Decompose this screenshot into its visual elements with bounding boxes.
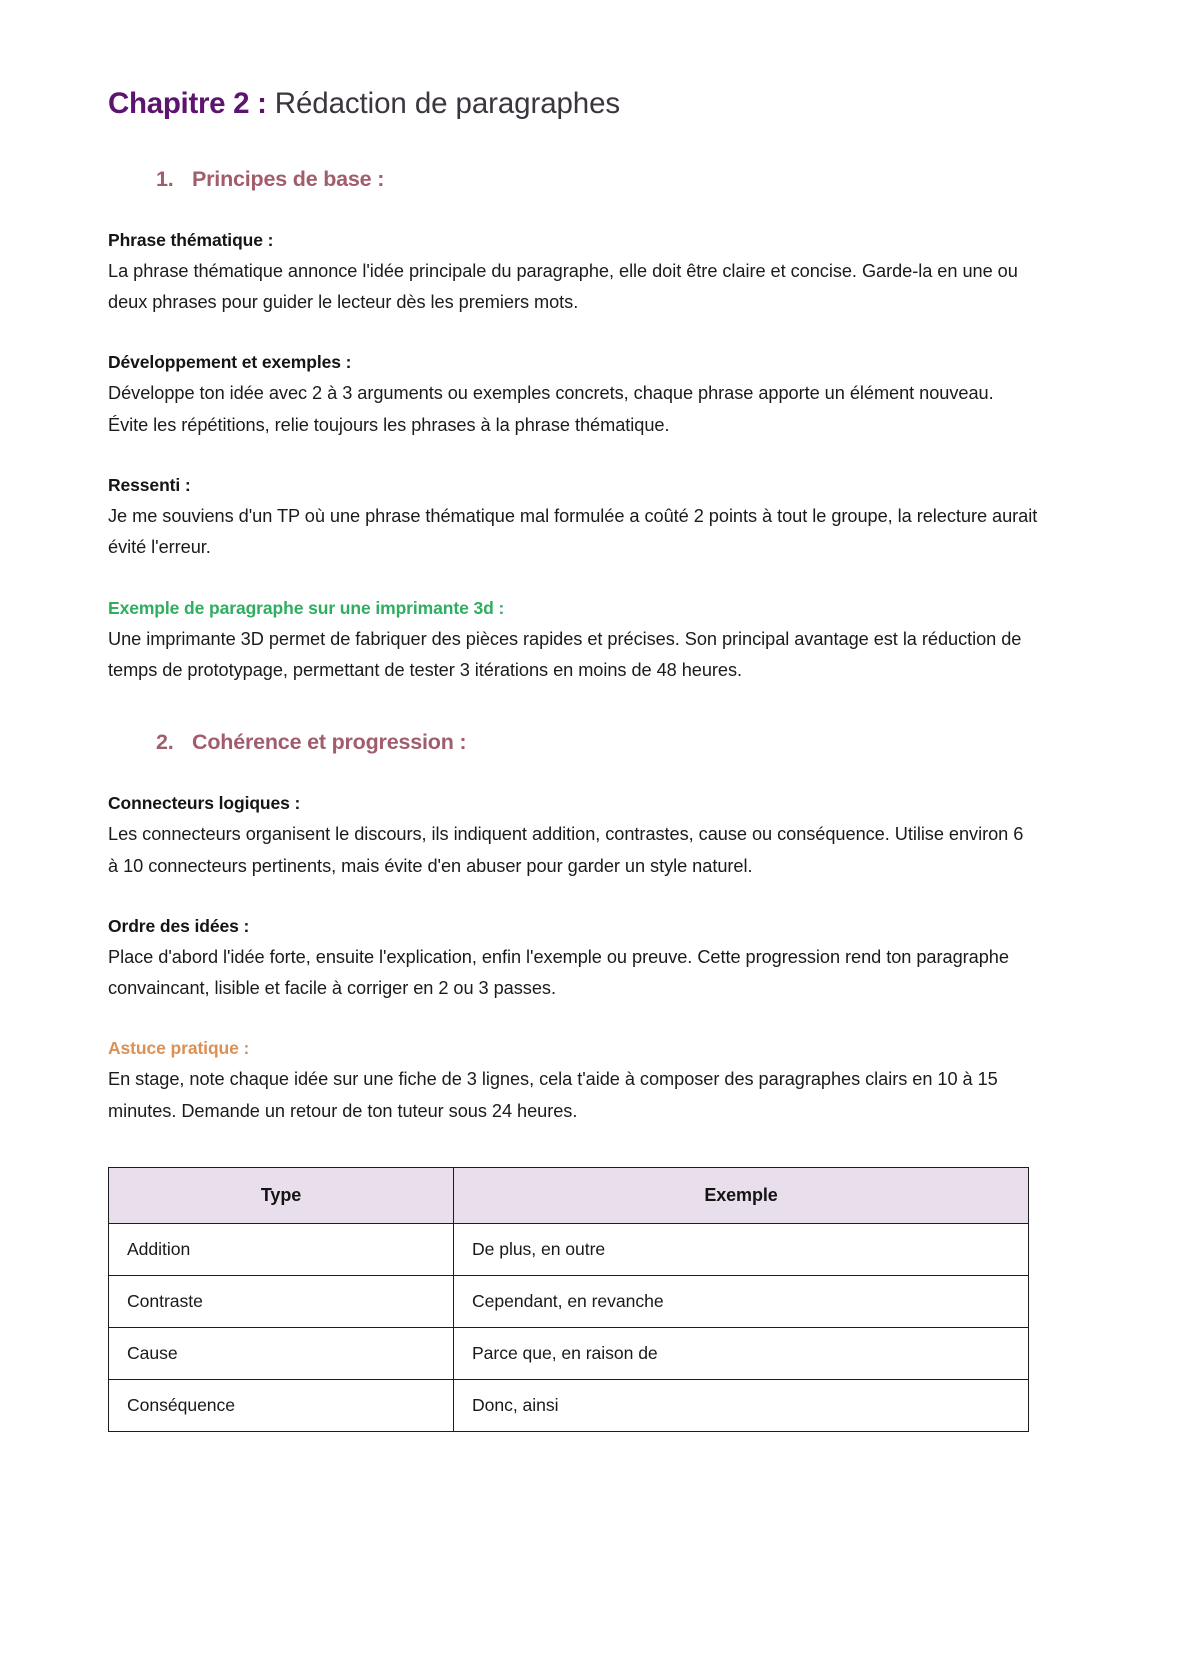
page-title bbox=[108, 80, 1092, 123]
content-block bbox=[108, 352, 1092, 441]
body-paragraph: La phrase thématique annonce l'idée principale du paragraphe, elle doit être claire et concise. Garde-la en une ou deux phrases pour guider le lecteur dès les premiers mots. bbox=[108, 260, 1018, 313]
content-block bbox=[108, 793, 1092, 882]
cell-type: Addition bbox=[109, 1224, 454, 1276]
body-paragraph: Les connecteurs organisent le discours, ils indiquent addition, contrastes, cause ou conséquence. Utilise environ 6 à 10 connecteurs pertinents, mais évite d'en abuser pour garder un style naturel. bbox=[108, 824, 1024, 876]
sub-heading-tip: Astuce pratique : bbox=[108, 1038, 250, 1059]
sub-heading: Ressenti : bbox=[108, 475, 191, 496]
content-block bbox=[108, 475, 1092, 564]
section-number-1: 1. bbox=[156, 166, 174, 191]
section-title-1: Principes de base : bbox=[192, 166, 385, 191]
sub-heading: Phrase thématique : bbox=[108, 229, 274, 250]
cell-type: Conséquence bbox=[109, 1380, 454, 1432]
body-paragraph: Une imprimante 3D permet de fabriquer des pièces rapides et précises. Son principal avantage est la réduction de temps de prototypage, permettant de tester 3 itérations en moins de 48 heures. bbox=[108, 628, 1022, 680]
body-paragraph: Je me souviens d'un TP où une phrase thématique mal formulée a coûté 2 points à tout le groupe, la relecture aurait évité l'erreur. bbox=[108, 506, 1038, 558]
content-block bbox=[108, 916, 1092, 1005]
sub-heading-example: Exemple de paragraphe sur une imprimante 3d : bbox=[108, 597, 505, 618]
table-header-row bbox=[109, 1168, 1029, 1224]
table-row bbox=[109, 1224, 1029, 1276]
section-title-2: Cohérence et progression : bbox=[192, 730, 467, 755]
sub-heading: Connecteurs logiques : bbox=[108, 793, 301, 814]
section-number-2: 2. bbox=[156, 730, 174, 755]
cell-example: Cependant, en revanche bbox=[454, 1276, 1029, 1328]
column-header-example: Exemple bbox=[454, 1168, 1029, 1224]
cell-example: De plus, en outre bbox=[454, 1224, 1029, 1276]
chapter-subtitle: Rédaction de paragraphes bbox=[266, 87, 621, 120]
body-paragraph: En stage, note chaque idée sur une fiche de 3 lignes, cela t'aide à composer des paragraphes clairs en 10 à 15 minutes. Demande un retour de ton tuteur sous 24 heures. bbox=[108, 1069, 998, 1121]
body-paragraph: Place d'abord l'idée forte, ensuite l'explication, enfin l'exemple ou preuve. Cette progression rend ton paragraphe convaincant, lisible et facile à corriger en 2 ou 3 passes. bbox=[108, 946, 1009, 999]
content-block bbox=[108, 230, 1092, 319]
column-header-type: Type bbox=[109, 1168, 454, 1224]
chapter-label: Chapitre 2 : bbox=[108, 87, 267, 120]
body-paragraph: Développe ton idée avec 2 à 3 arguments ou exemples concrets, chaque phrase apporte un élément nouveau. Évite les répétitions, relie toujours les phrases à la phrase thématique. bbox=[108, 383, 994, 435]
section-heading-2 bbox=[108, 730, 1092, 755]
cell-example: Donc, ainsi bbox=[454, 1380, 1029, 1432]
section-heading-1 bbox=[108, 167, 1092, 192]
cell-type: Cause bbox=[109, 1328, 454, 1380]
table-row bbox=[109, 1328, 1029, 1380]
sub-heading: Développement et exemples : bbox=[108, 352, 352, 373]
sub-heading: Ordre des idées : bbox=[108, 915, 250, 936]
cell-example: Parce que, en raison de bbox=[454, 1328, 1029, 1380]
cell-type: Contraste bbox=[109, 1276, 454, 1328]
content-block-tip bbox=[108, 1038, 1092, 1127]
content-block-example bbox=[108, 598, 1092, 687]
connectors-table bbox=[108, 1167, 1029, 1432]
table-row bbox=[109, 1276, 1029, 1328]
table-row bbox=[109, 1380, 1029, 1432]
